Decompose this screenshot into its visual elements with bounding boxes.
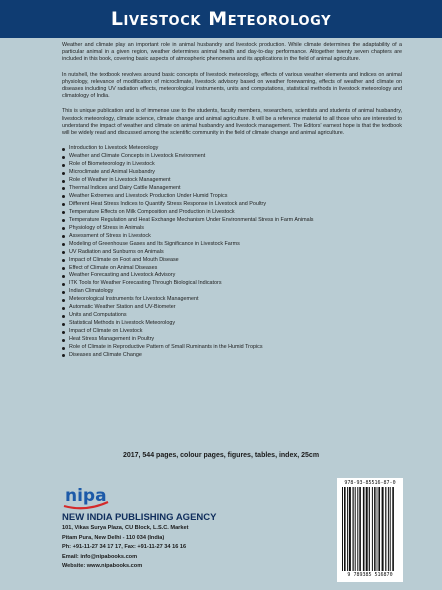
bullet-icon xyxy=(62,291,65,294)
topic-label: Thermal Indices and Dairy Cattle Management xyxy=(69,185,181,191)
bullet-icon xyxy=(62,148,65,151)
ean-digits: 9 789385 516870 xyxy=(347,572,393,578)
topic-item xyxy=(62,320,402,328)
topic-label: Meteorological Instruments for Livestock Management xyxy=(69,296,199,303)
topic-label: Modeling of Greenhouse Gases and Its Significance in Livestock Farms xyxy=(69,240,240,247)
book-title: Livestock Meteorology xyxy=(0,0,442,38)
topic-label: Introduction to Livestock Meteorology xyxy=(69,145,159,152)
topic-item xyxy=(62,352,402,360)
topic-item xyxy=(62,328,402,336)
topic-label: Automatic Weather Station and UV-Biometer xyxy=(69,304,176,311)
topic-item xyxy=(62,193,402,201)
topic-label: Weather Forecasting and Livestock Advisory xyxy=(69,272,176,279)
publisher-block xyxy=(62,512,322,572)
topic-label: Physiology of Stress in Animals xyxy=(69,224,144,231)
barcode-bars xyxy=(342,487,398,571)
topic-label: Diseases and Climate Change xyxy=(69,352,142,359)
logo-text: nipa xyxy=(65,486,107,506)
topic-item xyxy=(62,296,402,304)
topic-label: Assessment of Stress in Livestock xyxy=(69,232,151,239)
topic-item xyxy=(62,177,402,185)
bullet-icon xyxy=(62,354,65,357)
description-paragraph-3: This is unique publication and is of immense use to the students, faculty members, researchers, scientists and students of animal husbandry, livestock meteorology, climate science, climate change and animal agriculture. It will be a reference material to all those who are interested to understand the impact of weather and climate on animal husbandry and livestock management. The Editors' earnest hope is that the textbook will be widely read and discussed among the scientific community in the field of climate change and animal agriculture. xyxy=(62,108,402,137)
publisher-address-2: Pitam Pura, New Delhi - 110 034 (India) xyxy=(62,534,165,541)
topic-label: Role of Climate in Reproductive Pattern of Small Ruminants in the Humid Tropics xyxy=(69,344,263,351)
topic-item xyxy=(62,169,402,177)
topic-item xyxy=(62,185,402,193)
topic-item xyxy=(62,304,402,312)
bullet-icon xyxy=(62,219,65,222)
isbn-text: 978-93-85516-87-0 xyxy=(344,480,396,486)
isbn-barcode xyxy=(337,478,403,582)
topic-label: UV Radiation and Sunburns on Animals xyxy=(69,248,164,255)
topic-item xyxy=(62,265,402,273)
description-paragraph-1: Weather and climate play an important role in animal husbandry and livestock production. While climate determines the adaptability of a particular animal in a given region, weather determines animal health and day-to-day performance. Altogether twenty seven chapters are included in this book, covering basic aspects of atmospheric phenomena and its applications in the field of animal agriculture. xyxy=(62,42,402,63)
bullet-icon xyxy=(62,187,65,190)
bullet-icon xyxy=(62,307,65,310)
bullet-icon xyxy=(62,156,65,159)
bullet-icon xyxy=(62,180,65,183)
bullet-icon xyxy=(62,172,65,175)
bullet-icon xyxy=(62,251,65,254)
topic-label: Effect of Climate on Animal Diseases xyxy=(69,264,158,271)
bullet-icon xyxy=(62,235,65,238)
bullet-icon xyxy=(62,227,65,230)
topic-item xyxy=(62,161,402,169)
bullet-icon xyxy=(62,211,65,214)
bullet-icon xyxy=(62,259,65,262)
topic-label: Role of Weather in Livestock Management xyxy=(69,177,171,184)
topic-label: Temperature Regulation and Heat Exchange Mechanism Under Environmental Stress in Farm Animals xyxy=(69,216,314,223)
topic-item xyxy=(62,209,402,217)
description-block xyxy=(62,42,402,360)
book-specs: 2017, 544 pages, colour pages, figures, tables, index, 25cm xyxy=(122,452,320,459)
bullet-icon xyxy=(62,347,65,350)
bullet-icon xyxy=(62,315,65,318)
topic-item xyxy=(62,257,402,265)
bullet-icon xyxy=(62,243,65,246)
topic-item xyxy=(62,312,402,320)
topic-label: Impact of Climate on Livestock xyxy=(69,328,143,335)
publisher-address-1: 101, Vikas Surya Plaza, CU Block, L.S.C. Market xyxy=(62,525,189,531)
description-paragraph-2: In nutshell, the textbook revolves around basic concepts of livestock meteorology, effects of various weather elements and indices on animal physiology, relevance of modification of microclimate, livestock advisory based on weather forewarning, effects of weather and climate on diseases including UV radiation effects, meteorological instruments, units and computations, statistical methods in livestock meteorology and climatology of India. xyxy=(62,71,402,100)
topic-item xyxy=(62,336,402,344)
topic-label: Temperature Effects on Milk Composition and Production in Livestock xyxy=(69,208,235,215)
bullet-icon xyxy=(62,283,65,286)
topic-item xyxy=(62,344,402,352)
topic-label: Different Heat Stress Indices to Quantify Stress Response in Livestock and Poultry xyxy=(69,200,267,207)
topic-item xyxy=(62,145,402,153)
topic-item xyxy=(62,217,402,225)
publisher-email: Email: info@nipabooks.com xyxy=(62,553,138,560)
topic-label: Statistical Methods in Livestock Meteorology xyxy=(69,320,176,327)
publisher-website: Website: www.nipabooks.com xyxy=(62,563,143,569)
topic-label: Weather Extremes and Livestock Production Under Humid Tropics xyxy=(69,192,228,199)
topic-item xyxy=(62,201,402,209)
topic-item xyxy=(62,153,402,161)
bullet-icon xyxy=(62,331,65,334)
bullet-icon xyxy=(62,339,65,342)
publisher-phone: Ph: +91-11-27 34 17 17, Fax: +91-11-27 34 16 16 xyxy=(62,544,187,550)
topic-label: Impact of Climate on Foot and Mouth Disease xyxy=(69,256,179,263)
topic-label: Weather and Climate Concepts in Livestock Environment xyxy=(69,153,206,160)
topic-item xyxy=(62,233,402,241)
bullet-icon xyxy=(62,203,65,206)
topic-label: Microclimate and Animal Husbandry xyxy=(69,169,155,176)
topic-label: Heat Stress Management in Poultry xyxy=(69,336,155,343)
nipa-logo-icon xyxy=(62,482,110,510)
topic-label: Indian Climatology xyxy=(69,288,114,295)
topic-item xyxy=(62,225,402,233)
topic-label: Role of Biometeorology in Livestock xyxy=(69,161,155,168)
topic-label: Units and Computations xyxy=(69,312,127,319)
topic-label: ITK Tools for Weather Forecasting Through Biological Indicators xyxy=(69,280,222,287)
topic-item xyxy=(62,288,402,296)
topic-item xyxy=(62,249,402,257)
topic-item xyxy=(62,280,402,288)
publisher-name: NEW INDIA PUBLISHING AGENCY xyxy=(62,512,217,523)
bullet-icon xyxy=(62,299,65,302)
bullet-icon xyxy=(62,164,65,167)
bullet-icon xyxy=(62,195,65,198)
bullet-icon xyxy=(62,275,65,278)
bullet-icon xyxy=(62,323,65,326)
topic-item xyxy=(62,241,402,249)
bullet-icon xyxy=(62,267,65,270)
chapter-topic-list xyxy=(62,145,402,360)
topic-item xyxy=(62,272,402,280)
